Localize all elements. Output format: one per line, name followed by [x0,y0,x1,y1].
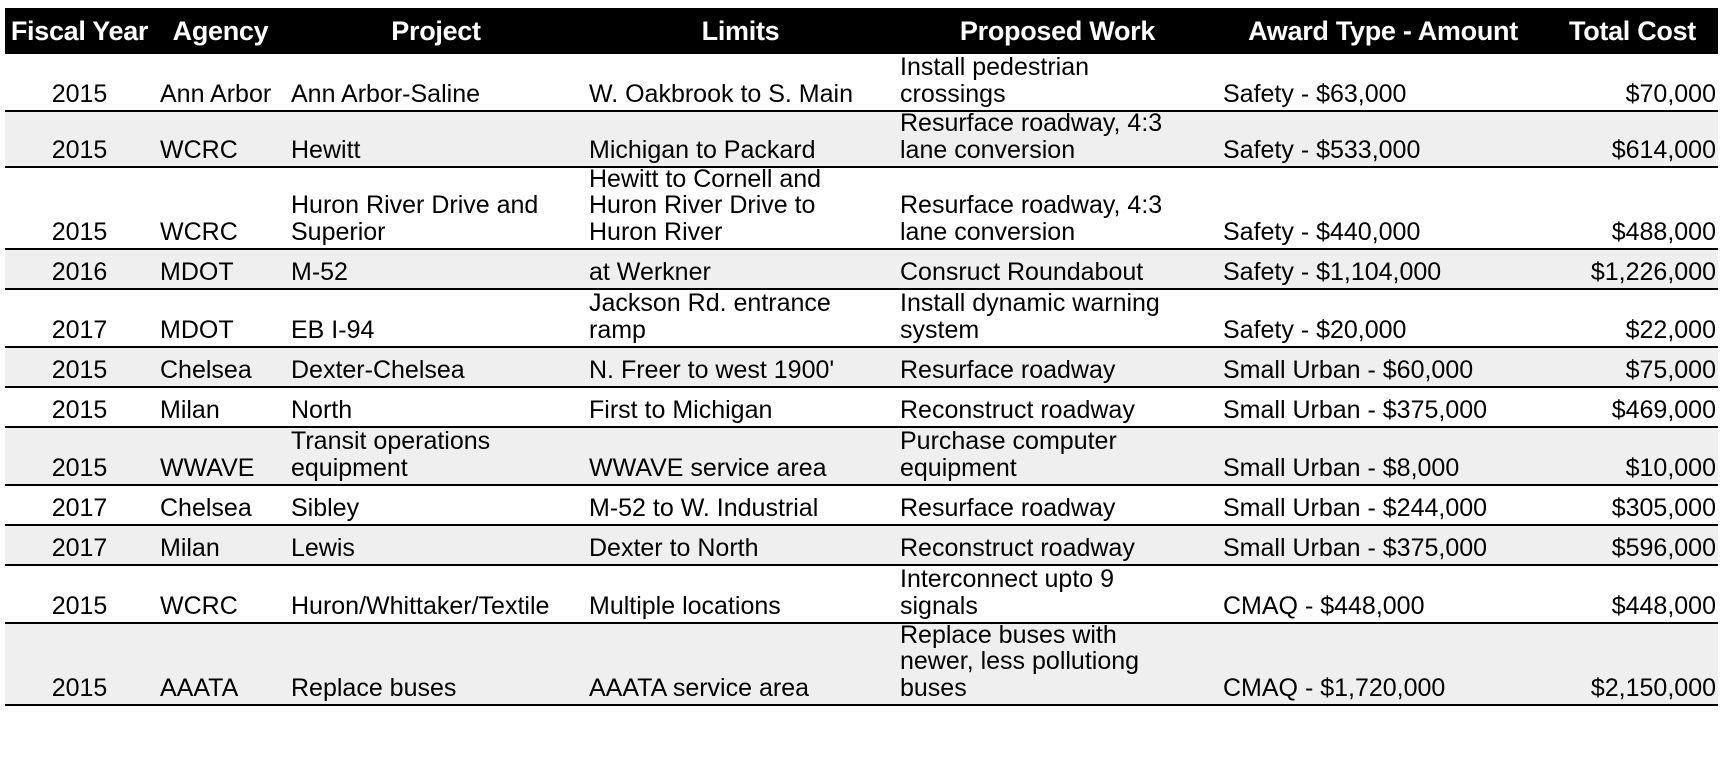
cell-fiscal-year: 2016 [5,250,154,290]
cell-limits: Jackson Rd. entrance ramp [585,290,896,348]
cell-agency: WCRC [154,112,287,168]
cell-fiscal-year: 2015 [5,112,154,168]
cell-award: Safety - $63,000 [1219,54,1547,112]
cell-proposed-work: Install dynamic warning system [896,290,1219,348]
cell-total-cost: $70,000 [1547,54,1718,112]
cell-agency: Ann Arbor [154,54,287,112]
cell-agency: Chelsea [154,348,287,388]
cell-proposed-work: Reconstruct roadway [896,526,1219,566]
cell-agency: AAATA [154,624,287,706]
cell-limits: Hewitt to Cornell and Huron River Drive to Huron River [585,168,896,250]
cell-fiscal-year: 2015 [5,624,154,706]
header-proposed-work: Proposed Work [896,8,1219,54]
cell-limits: N. Freer to west 1900' [585,348,896,388]
cell-proposed-work: Install pedestrian crossings [896,54,1219,112]
cell-project: Ann Arbor-Saline [287,54,585,112]
header-project: Project [287,8,585,54]
projects-table [5,8,1718,706]
cell-proposed-work: Replace buses with newer, less pollutiong buses [896,624,1219,706]
cell-limits: AAATA service area [585,624,896,706]
cell-agency: WCRC [154,566,287,624]
cell-project: Sibley [287,486,585,526]
cell-award: Small Urban - $244,000 [1219,486,1547,526]
cell-total-cost: $75,000 [1547,348,1718,388]
cell-total-cost: $469,000 [1547,388,1718,428]
cell-award: Small Urban - $375,000 [1219,388,1547,428]
cell-fiscal-year: 2015 [5,168,154,250]
cell-proposed-work: Resurface roadway, 4:3 lane conversion [896,168,1219,250]
cell-award: Safety - $1,104,000 [1219,250,1547,290]
cell-total-cost: $22,000 [1547,290,1718,348]
cell-proposed-work: Resurface roadway [896,348,1219,388]
cell-limits: WWAVE service area [585,428,896,486]
cell-fiscal-year: 2017 [5,486,154,526]
cell-award: Small Urban - $375,000 [1219,526,1547,566]
cell-award: Safety - $533,000 [1219,112,1547,168]
cell-award: CMAQ - $1,720,000 [1219,624,1547,706]
cell-award: CMAQ - $448,000 [1219,566,1547,624]
cell-award: Safety - $440,000 [1219,168,1547,250]
cell-project: Huron/Whittaker/Textile [287,566,585,624]
cell-total-cost: $614,000 [1547,112,1718,168]
cell-agency: Milan [154,526,287,566]
cell-award: Small Urban - $60,000 [1219,348,1547,388]
cell-project: M-52 [287,250,585,290]
cell-agency: MDOT [154,290,287,348]
cell-total-cost: $448,000 [1547,566,1718,624]
cell-project: Replace buses [287,624,585,706]
cell-project: North [287,388,585,428]
cell-fiscal-year: 2015 [5,348,154,388]
header-total-cost: Total Cost [1547,8,1718,54]
cell-project: Huron River Drive and Superior [287,168,585,250]
cell-limits: First to Michigan [585,388,896,428]
cell-project: Lewis [287,526,585,566]
cell-total-cost: $10,000 [1547,428,1718,486]
cell-fiscal-year: 2017 [5,290,154,348]
header-agency: Agency [154,8,287,54]
cell-total-cost: $488,000 [1547,168,1718,250]
cell-project: Transit operations equipment [287,428,585,486]
cell-limits: W. Oakbrook to S. Main [585,54,896,112]
cell-proposed-work: Consruct Roundabout [896,250,1219,290]
cell-total-cost: $305,000 [1547,486,1718,526]
cell-agency: Chelsea [154,486,287,526]
cell-limits: Multiple locations [585,566,896,624]
cell-proposed-work: Resurface roadway [896,486,1219,526]
cell-project: Hewitt [287,112,585,168]
header-fiscal-year: Fiscal Year [5,8,154,54]
cell-agency: Milan [154,388,287,428]
cell-total-cost: $596,000 [1547,526,1718,566]
cell-award: Safety - $20,000 [1219,290,1547,348]
header-limits: Limits [585,8,896,54]
cell-agency: WCRC [154,168,287,250]
cell-limits: Dexter to North [585,526,896,566]
cell-total-cost: $2,150,000 [1547,624,1718,706]
cell-fiscal-year: 2017 [5,526,154,566]
cell-limits: at Werkner [585,250,896,290]
cell-proposed-work: Resurface roadway, 4:3 lane conversion [896,112,1219,168]
cell-project: Dexter-Chelsea [287,348,585,388]
cell-proposed-work: Interconnect upto 9 signals [896,566,1219,624]
header-award-type-amount: Award Type - Amount [1219,8,1547,54]
cell-award: Small Urban - $8,000 [1219,428,1547,486]
cell-project: EB I-94 [287,290,585,348]
cell-fiscal-year: 2015 [5,388,154,428]
cell-proposed-work: Purchase computer equipment [896,428,1219,486]
cell-fiscal-year: 2015 [5,54,154,112]
cell-agency: MDOT [154,250,287,290]
cell-fiscal-year: 2015 [5,428,154,486]
cell-total-cost: $1,226,000 [1547,250,1718,290]
cell-proposed-work: Reconstruct roadway [896,388,1219,428]
cell-fiscal-year: 2015 [5,566,154,624]
cell-limits: Michigan to Packard [585,112,896,168]
cell-agency: WWAVE [154,428,287,486]
cell-limits: M-52 to W. Industrial [585,486,896,526]
